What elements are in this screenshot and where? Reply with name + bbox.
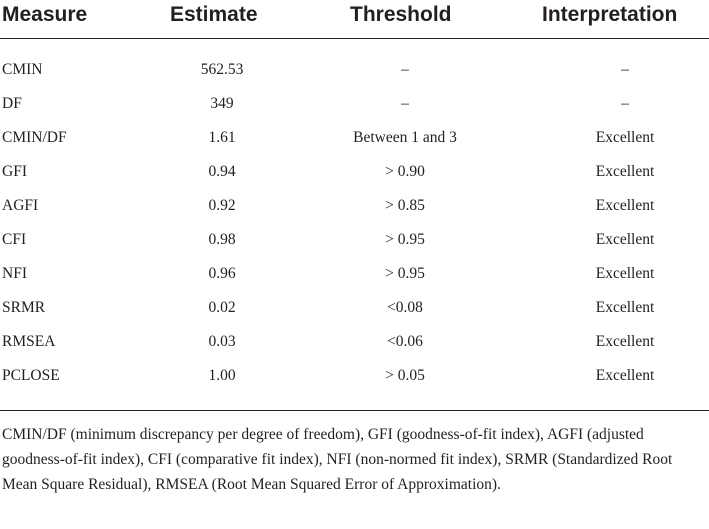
table-row (0, 121, 709, 155)
measure-cell: CMIN (2, 61, 43, 78)
threshold-cell: > 0.85 (385, 197, 425, 214)
measure-cell: NFI (2, 265, 27, 282)
measure-cell: PCLOSE (2, 367, 60, 384)
threshold-cell: <0.08 (387, 299, 423, 316)
table-row (0, 359, 709, 393)
measure-cell: SRMR (2, 299, 46, 316)
interpretation-cell: Excellent (595, 197, 655, 214)
table-row (0, 87, 709, 121)
header-interpretation: Interpretation (542, 3, 678, 26)
estimate-cell: 0.94 (208, 163, 236, 180)
interpretation-cell: – (621, 61, 629, 78)
header-measure: Measure (2, 3, 88, 26)
header-rule (0, 38, 709, 39)
table-row (0, 257, 709, 291)
threshold-cell: > 0.95 (385, 231, 425, 248)
threshold-cell: > 0.90 (385, 163, 425, 180)
measure-cell: GFI (2, 163, 27, 180)
estimate-cell: 0.96 (208, 265, 236, 282)
interpretation-cell: Excellent (595, 333, 655, 350)
measure-cell: CMIN/DF (2, 129, 67, 146)
estimate-cell: 1.61 (208, 129, 236, 146)
interpretation-cell: Excellent (595, 129, 655, 146)
table-row (0, 291, 709, 325)
threshold-cell: <0.06 (387, 333, 423, 350)
interpretation-cell: Excellent (595, 265, 655, 282)
header-estimate: Estimate (170, 3, 258, 26)
threshold-cell: Between 1 and 3 (353, 129, 457, 146)
table-row (0, 325, 709, 359)
interpretation-cell: – (621, 95, 629, 112)
interpretation-cell: Excellent (595, 367, 655, 384)
table-row (0, 223, 709, 257)
table-row (0, 53, 709, 87)
interpretation-cell: Excellent (595, 299, 655, 316)
threshold-cell: – (401, 95, 409, 112)
measure-cell: DF (2, 95, 22, 112)
bottom-rule (0, 410, 709, 411)
estimate-cell: 562.53 (200, 61, 244, 78)
threshold-cell: > 0.95 (385, 265, 425, 282)
estimate-cell: 0.03 (208, 333, 236, 350)
estimate-cell: 0.02 (208, 299, 236, 316)
threshold-cell: > 0.05 (385, 367, 425, 384)
estimate-cell: 0.92 (208, 197, 236, 214)
threshold-cell: – (401, 61, 409, 78)
table-row (0, 189, 709, 223)
header-threshold: Threshold (350, 3, 452, 26)
interpretation-cell: Excellent (595, 231, 655, 248)
measure-cell: RMSEA (2, 333, 56, 350)
estimate-cell: 1.00 (208, 367, 236, 384)
measure-cell: AGFI (2, 197, 39, 214)
table-row (0, 155, 709, 189)
table-footnote: CMIN/DF (minimum discrepancy per degree of freedom), GFI (goodness-of-fit index), AGFI (adjusted goodness-of-fit index), CFI (comparative fit index), NFI (non-normed fit index), SRMR (Standardized Root Mean Square Residual), RMSEA (Root Mean Squared Error of Approximation). (2, 426, 673, 493)
measure-cell: CFI (2, 231, 27, 248)
estimate-cell: 0.98 (208, 231, 236, 248)
interpretation-cell: Excellent (595, 163, 655, 180)
estimate-cell: 349 (210, 95, 234, 112)
